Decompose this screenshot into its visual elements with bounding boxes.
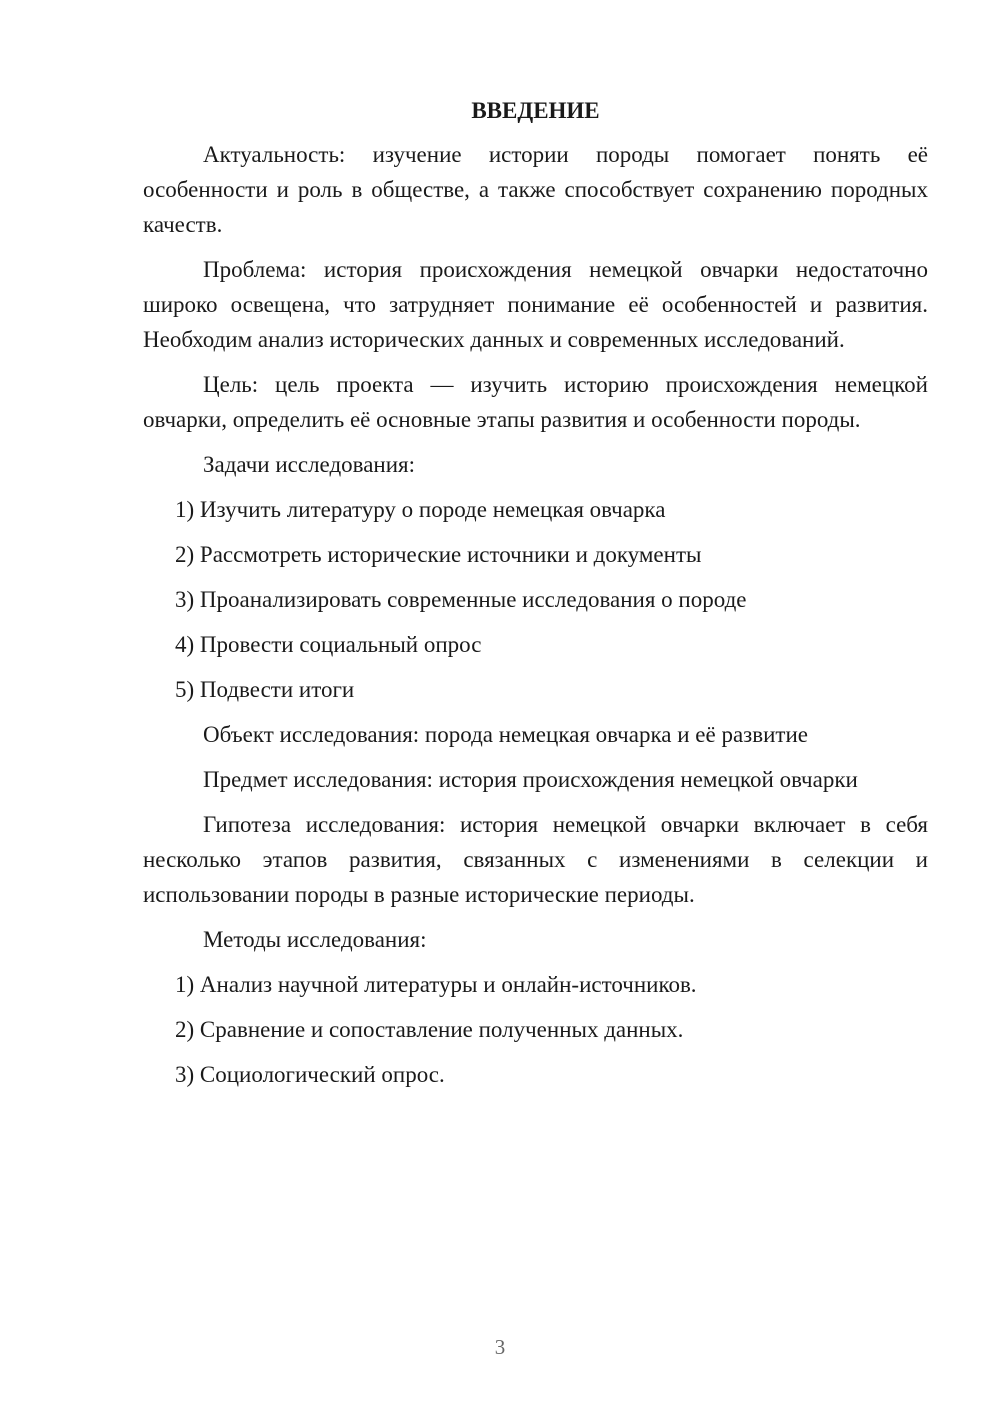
list-item: 3) Социологический опрос. [175, 1062, 445, 1087]
list-item: 2) Рассмотреть исторические источники и документы [175, 542, 702, 567]
list-item: 1) Анализ научной литературы и онлайн-источников. [175, 972, 697, 997]
hypothesis-paragraph: Гипотеза исследования: история немецкой овчарки включает в себя несколько этапов развития, связанных с изменениями в селекции и использовании породы в разные исторические периоды. [143, 812, 928, 907]
methods-list [143, 967, 928, 1092]
list-item: 4) Провести социальный опрос [175, 632, 482, 657]
tasks-heading: Задачи исследования: [203, 452, 416, 477]
list-item: 5) Подвести итоги [175, 677, 355, 702]
object-paragraph: Объект исследования: порода немецкая овчарка и её развитие [203, 722, 808, 747]
page-title: ВВЕДЕНИЕ [471, 98, 600, 123]
goal-paragraph: Цель: цель проекта — изучить историю происхождения немецкой овчарки, определить её основные этапы развития и особенности породы. [143, 372, 928, 432]
tasks-list [143, 492, 928, 707]
list-item: 1) Изучить литературу о породе немецкая овчарка [175, 497, 666, 522]
methods-heading: Методы исследования: [203, 927, 427, 952]
problem-paragraph: Проблема: история происхождения немецкой овчарки недостаточно широко освещена, что затрудняет понимание её особенностей и развития. Необходим анализ исторических данных и современных исследований. [143, 257, 928, 352]
document-content [143, 93, 928, 1102]
list-item: 2) Сравнение и сопоставление полученных данных. [175, 1017, 684, 1042]
page-number: 3 [494, 1335, 506, 1359]
subject-paragraph: Предмет исследования: история происхождения немецкой овчарки [203, 767, 858, 792]
list-item: 3) Проанализировать современные исследования о породе [175, 587, 747, 612]
relevance-paragraph: Актуальность: изучение истории породы помогает понять её особенности и роль в обществе, а также способствует сохранению породных качеств. [143, 142, 928, 237]
